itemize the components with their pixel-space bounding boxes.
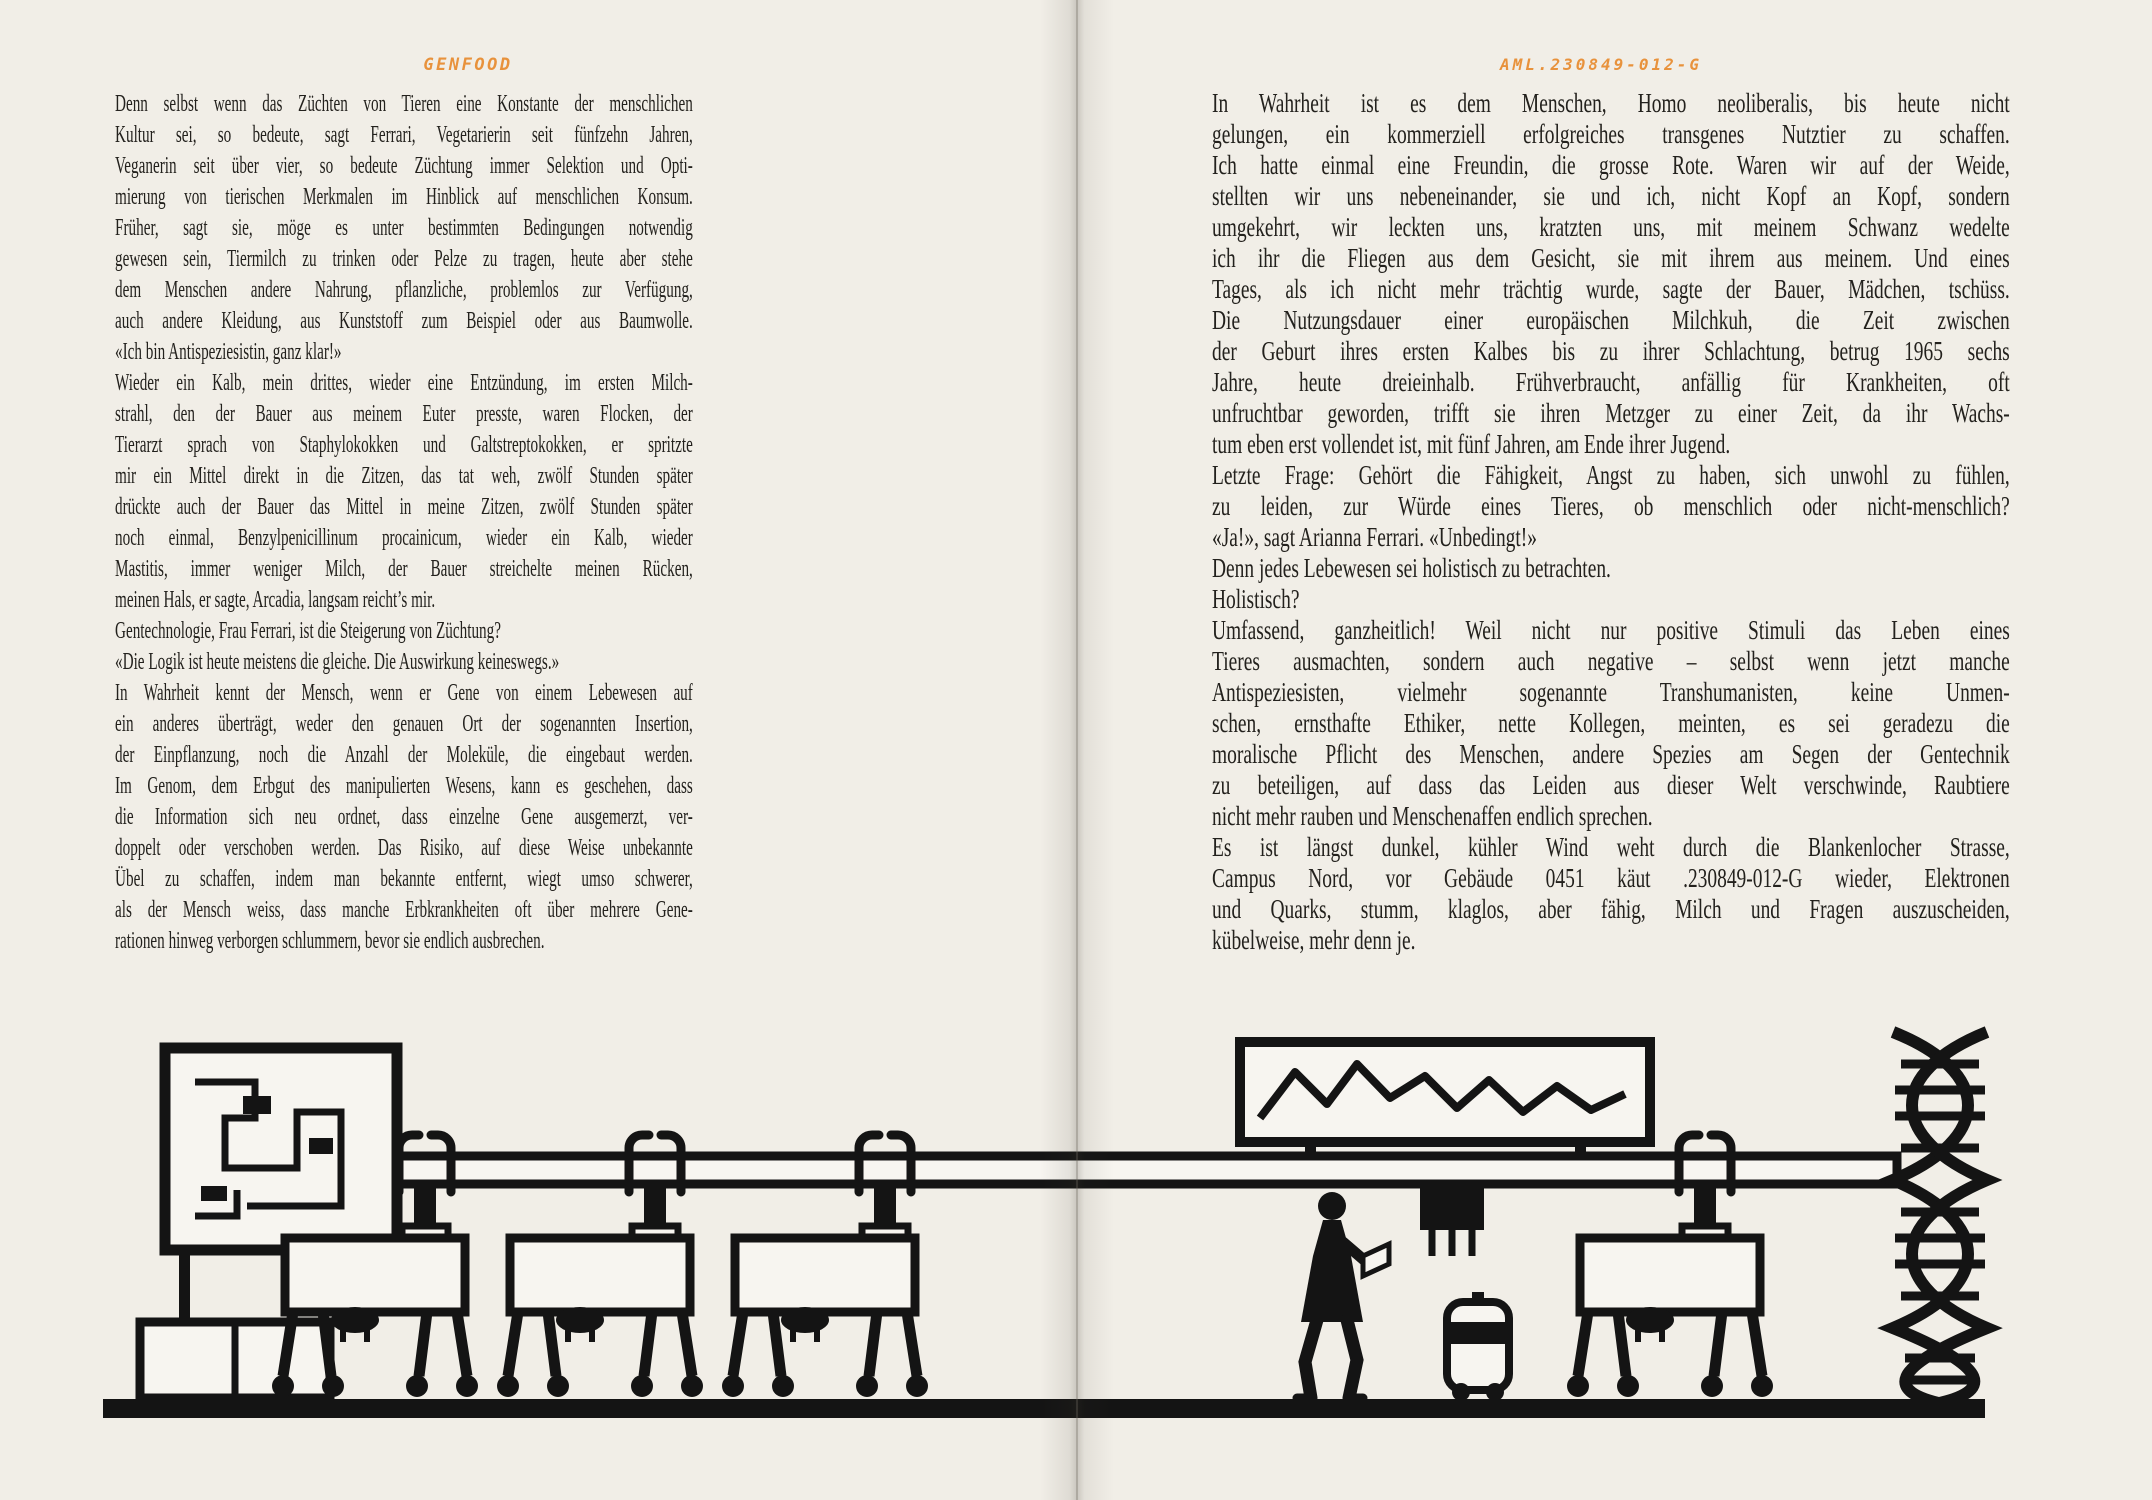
right-text-line: und Quarks, stumm, klaglos, aber fähig, Milch und Fragen auszuscheiden, — [1212, 894, 2010, 924]
left-text-line: auch andere Kleidung, aus Kunststoff zum Beispiel oder aus Baumwolle. — [115, 307, 693, 334]
right-text-line: Antispeziesisten, vielmehr sogenannte Transhumanisten, keine Unmen- — [1212, 677, 2010, 707]
right-text-line: zu beteiligen, auf dass das Leiden aus dieser Welt verschwinde, Raubtiere — [1212, 770, 2010, 800]
left-text-line: Mastitis, immer weniger Milch, der Bauer streichelte meinen Rücken, — [115, 555, 693, 582]
left-page-header: GENFOOD — [423, 55, 513, 75]
left-text-line: Wieder ein Kalb, mein drittes, wieder eine Entzündung, im ersten Milch- — [115, 369, 693, 396]
right-text-line: Denn jedes Lebewesen sei holistisch zu betrachten. — [1212, 553, 1611, 583]
right-text-line: Ich hatte einmal eine Freundin, die grosse Rote. Waren wir auf der Weide, — [1212, 150, 2010, 180]
right-text-line: Es ist längst dunkel, kühler Wind weht durch die Blankenlocher Strasse, — [1212, 832, 2010, 862]
left-text-line: rationen hinweg verborgen schlummern, bevor sie endlich ausbrechen. — [115, 927, 545, 954]
control-box — [1420, 1184, 1484, 1256]
dna-double-helix — [1893, 1032, 1987, 1404]
right-text-line: ich ihr die Fliegen aus dem Gesicht, sie mit ihrem aus meinem. Und eines — [1212, 243, 2010, 273]
hose-trough — [140, 1322, 330, 1398]
right-text-line: Letzte Frage: Gehört die Fähigkeit, Angst zu haben, sich unwohl zu fühlen, — [1212, 460, 2010, 490]
left-text-line: Früher, sagt sie, möge es unter bestimmten Bedingungen notwendig — [115, 214, 693, 241]
left-text-line: Gentechnologie, Frau Ferrari, ist die Steigerung von Züchtung? — [115, 617, 501, 644]
right-text-line: Tages, als ich nicht mehr trächtig wurde, sagte der Bauer, Mädchen, tschüss. — [1212, 274, 2010, 304]
left-text-line: «Die Logik ist heute meistens die gleiche. Die Auswirkung keineswegs.» — [115, 648, 560, 675]
left-text-line: Tierarzt sprach von Staphylokokken und Galtstreptokokken, er spritzte — [115, 431, 693, 458]
cow-cart — [272, 1238, 1773, 1397]
scientist-with-book — [1297, 1192, 1389, 1398]
left-text-line: In Wahrheit kennt der Mensch, wenn er Gene von einem Lebewesen auf — [115, 679, 693, 706]
left-text-line: der Einpflanzung, noch die Anzahl der Moleküle, die eingebaut werden. — [115, 741, 693, 768]
left-text-line: gewesen sein, Tiermilch zu trinken oder Pelze zu tragen, heute aber stehe — [115, 245, 693, 272]
woodcut-illustration — [95, 1020, 2015, 1440]
left-page-text-column — [115, 88, 693, 956]
left-text-line: Kultur sei, so bedeute, sagt Ferrari, Vegetarierin seit fünfzehn Jahren, — [115, 121, 693, 148]
right-page-text-column — [1212, 88, 2010, 956]
right-text-line: unfruchtbar geworden, trifft sie ihren Metzger zu einer Zeit, da ihr Wachs- — [1212, 398, 2010, 428]
right-text-line: der Geburt ihres ersten Kalbes bis zu ihrer Schlachtung, betrug 1965 sechs — [1212, 336, 2010, 366]
right-text-line: Tieres ausmachten, sondern auch negative – selbst wenn jetzt manche — [1212, 646, 2010, 676]
right-text-line: Campus Nord, vor Gebäude 0451 käut .230849-012-G wieder, Elektronen — [1212, 863, 2010, 893]
left-text-line: als der Mensch weiss, dass manche Erbkrankheiten oft über mehrere Gene- — [115, 896, 693, 923]
left-text-line: die Information sich neu ordnet, dass einzelne Gene ausgemerzt, ver- — [115, 803, 693, 830]
right-text-line: gelungen, ein kommerziell erfolgreiches transgenes Nutztier zu schaffen. — [1212, 119, 2010, 149]
right-page-header: AML.230849-012-G — [1499, 55, 1703, 74]
left-text-line: Denn selbst wenn das Züchten von Tieren eine Konstante der menschlichen — [115, 90, 693, 117]
right-text-line: Jahre, heute dreieinhalb. Frühverbraucht, anfällig für Krankheiten, oft — [1212, 367, 2010, 397]
right-text-line: tum eben erst vollendet ist, mit fünf Jahren, am Ende ihrer Jugend. — [1212, 429, 1731, 459]
left-text-line: ein anderes überträgt, weder den genauen Ort der sogenannten Insertion, — [115, 710, 693, 737]
left-text-line: dem Menschen andere Nahrung, pflanzliche, problemlos zur Verfügung, — [115, 276, 693, 303]
left-text-line: mierung von tierischen Merkmalen im Hinblick auf menschlichen Konsum. — [115, 183, 693, 210]
right-text-line: In Wahrheit ist es dem Menschen, Homo neoliberalis, bis heute nicht — [1212, 88, 2010, 118]
left-text-line: mir ein Mittel direkt in die Zitzen, das tat weh, zwölf Stunden später — [115, 462, 693, 489]
line-graph-panel — [1240, 1042, 1650, 1158]
left-text-line: Veganerin seit über vier, so bedeute Züchtung immer Selektion und Opti- — [115, 152, 693, 179]
left-text-line: «Ich bin Antispeziesistin, ganz klar!» — [115, 338, 342, 365]
right-text-line: kübelweise, mehr denn je. — [1212, 925, 1416, 955]
right-text-line: schen, ernsthafte Ethiker, nette Kollegen, meinten, es sei geradezu die — [1212, 708, 2010, 738]
milking-pipeline — [167, 1156, 1897, 1184]
right-text-line: nicht mehr rauben und Menschenaffen endlich sprechen. — [1212, 801, 1653, 831]
right-text-line: Die Nutzungsdauer einer europäischen Milchkuh, die Zeit zwischen — [1212, 305, 2010, 335]
ground-line — [103, 1399, 1985, 1418]
right-text-line: zu leiden, zur Würde eines Tieres, ob menschlich oder nicht-menschlich? — [1212, 491, 2010, 521]
right-text-line: moralische Pflicht des Menschen, andere Spezies am Segen der Gentechnik — [1212, 739, 2010, 769]
right-text-line: Holistisch? — [1212, 584, 1300, 614]
right-text-line: «Ja!», sagt Arianna Ferrari. «Unbedingt!» — [1212, 522, 1538, 552]
left-text-line: doppelt oder verschoben werden. Das Risiko, auf diese Weise unbekannte — [115, 834, 693, 861]
left-text-line: meinen Hals, er sagte, Arcadia, langsam reicht’s mir. — [115, 586, 436, 613]
right-text-line: Umfassend, ganzheitlich! Weil nicht nur positive Stimuli das Leben eines — [1212, 615, 2010, 645]
right-text-line: umgekehrt, wir leckten uns, kratzten uns, mit meinem Schwanz wedelte — [1212, 212, 2010, 242]
right-text-line: stellten wir uns nebeneinander, sie und ich, nicht Kopf an Kopf, sondern — [1212, 181, 2010, 211]
left-text-line: Übel zu schaffen, indem man bekannte entfernt, wiegt umso schwerer, — [115, 865, 693, 892]
left-text-line: noch einmal, Benzylpenicillinum procainicum, wieder ein Kalb, wieder — [115, 524, 693, 551]
left-text-line: strahl, den der Bauer aus meinem Euter presste, waren Flocken, der — [115, 400, 693, 427]
left-text-line: drückte auch der Bauer das Mittel in meine Zitzen, zwölf Stunden später — [115, 493, 693, 520]
robot-canister — [1447, 1292, 1509, 1401]
left-text-line: Im Genom, dem Erbgut des manipulierten Wesens, kann es geschehen, dass — [115, 772, 693, 799]
